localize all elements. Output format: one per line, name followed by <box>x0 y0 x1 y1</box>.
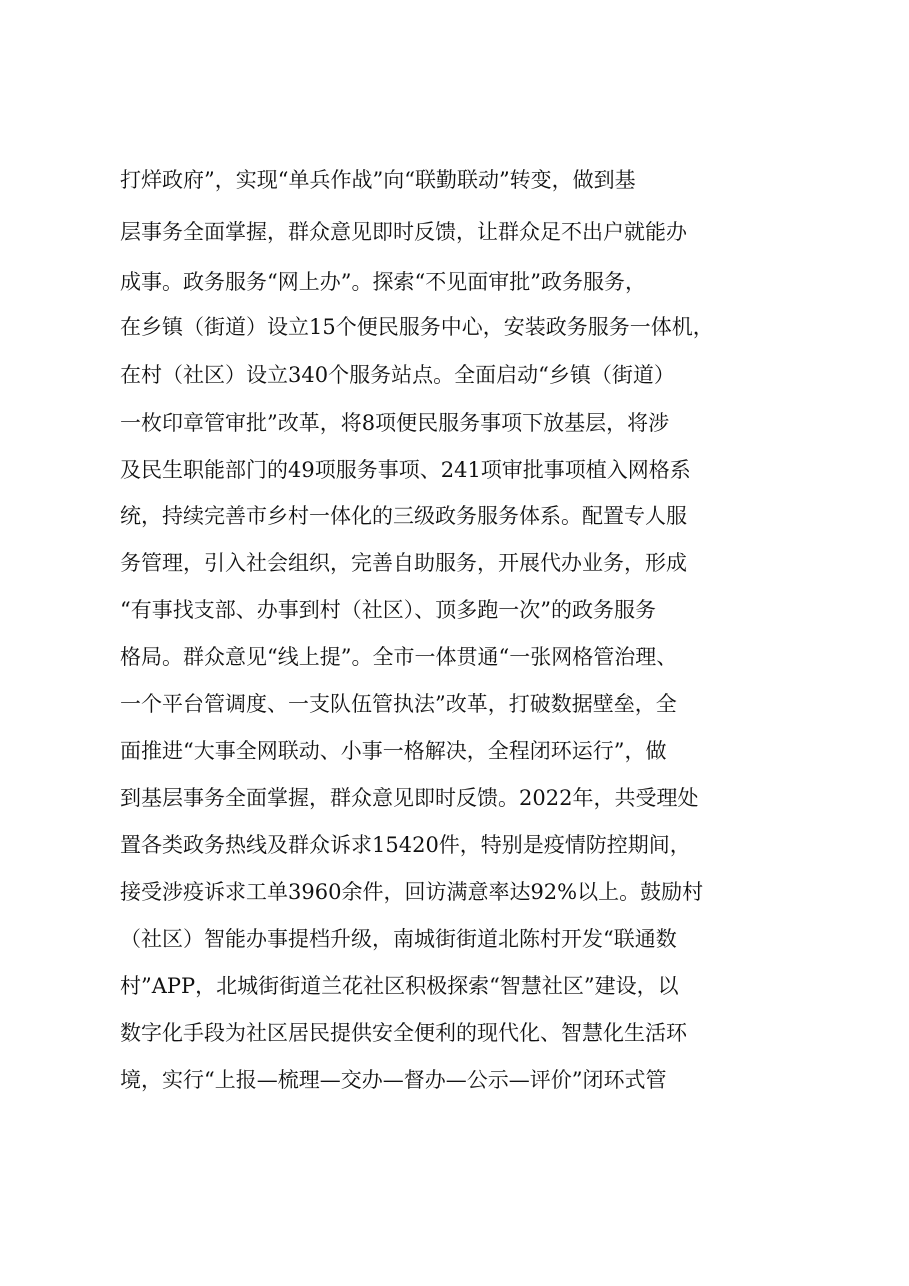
text-line: 在村（社区）设立340个服务站点。全面启动“乡镇（街道） <box>120 363 675 387</box>
text-line: 一个平台管调度、一支队伍管执法”改革，打破数据壁垒，全 <box>120 692 677 716</box>
text-line: 面推进“大事全网联动、小事一格解决，全程闭环运行”，做 <box>120 739 667 763</box>
text-line: 在乡镇（街道）设立15个便民服务中心，安装政务服务一体机， <box>120 315 714 339</box>
text-line: 置各类政务热线及群众诉求15420件，特别是疫情防控期间， <box>120 833 691 857</box>
text-line: 到基层事务全面掌握，群众意见即时反馈。2022年，共受理处 <box>120 786 699 810</box>
text-line: 格局。群众意见“线上提”。全市一体贯通“一张网格管治理、 <box>120 645 678 669</box>
text-line: 接受涉疫诉求工单3960余件，回访满意率达92%以上。鼓励村 <box>120 880 704 904</box>
text-line: 境，实行“上报—梳理—交办—督办—公示—评价”闭环式管 <box>120 1068 667 1092</box>
text-line: 打烊政府”，实现“单兵作战”向“联勤联动”转变，做到基 <box>120 168 636 192</box>
text-line: 一枚印章管审批”改革，将8项便民服务事项下放基层，将涉 <box>120 411 670 435</box>
text-line: 数字化手段为社区居民提供安全便利的现代化、智慧化生活环 <box>120 1021 687 1045</box>
text-line: 及民生职能部门的49项服务事项、241项审批事项植入网格系 <box>120 458 691 482</box>
text-line: 成事。政务服务“网上办”。探索“不见面审批”政务服务， <box>120 270 646 294</box>
text-line: “有事找支部、办事到村（社区）、顶多跑一次”的政务服务 <box>120 598 656 622</box>
text-line: 统，持续完善市乡村一体化的三级政务服务体系。配置专人服 <box>120 504 687 528</box>
text-line: 务管理，引入社会组织，完善自助服务，开展代办业务，形成 <box>120 551 687 575</box>
text-line: 村”APP，北城街街道兰花社区积极探索“智慧社区”建设，以 <box>120 974 679 998</box>
text-line: （社区）智能办事提档升级，南城街街道北陈村开发“联通数 <box>120 927 677 951</box>
text-line: 层事务全面掌握，群众意见即时反馈，让群众足不出户就能办 <box>120 220 687 244</box>
